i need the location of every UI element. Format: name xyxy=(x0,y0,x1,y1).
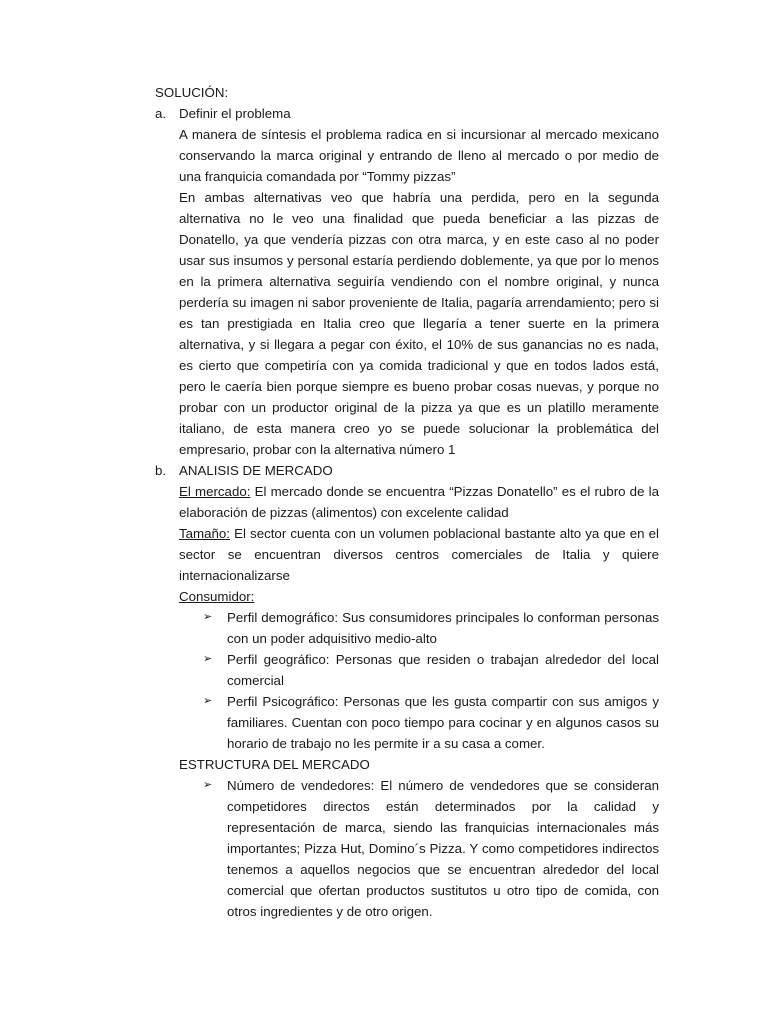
bullet-text: Perfil Psicográfico: Personas que les gusta compartir con sus amigos y familiares. Cuentan con poco tiempo para cocinar y en algunos casos su horario de trabajo no les permite ir a su casa a comer. xyxy=(227,694,659,751)
section-a-title: Definir el problema xyxy=(179,106,291,121)
bullet-text: Número de vendedores: El número de vendedores que se consideran competidores directos están determinados por la calidad y representación de marca, siendo las franquicias internacionales más importantes; Pizza Hut, Domino´s Pizza. Y como competidores indirectos tenemos a aquellos negocios que se encuentran alrededor del local comercial que ofertan productos sustitutos u otro tipo de comida, con otros ingredientes y de otro origen. xyxy=(227,778,659,919)
consumidor-bullet-list xyxy=(155,607,659,754)
section-a-header xyxy=(155,103,659,124)
arrow-bullet-icon: ➢ xyxy=(203,695,213,707)
section-a-body xyxy=(155,124,659,460)
tamano-text: El sector cuenta con un volumen poblacional bastante alto ya que en el sector se encuentran diversos centros comerciales de Italia y quiere internacionalizarse xyxy=(179,526,659,583)
list-item xyxy=(203,607,659,649)
section-a-paragraph-2: En ambas alternativas veo que habría una perdida, pero en la segunda alternativa no le veo una finalidad que pueda beneficiar a las pizzas de Donatello, ya que vendería pizzas con otra marca, y en este caso al no poder usar sus insumos y personal estaría perdiendo doblemente, ya que por lo menos en la primera alternativa seguiría vendiendo con el nombre original, y nunca perdería su imagen ni sabor proveniente de Italia, pagaría arrendamiento; pero si es tan prestigiada en Italia creo que llegaría a tener suerte en la primera alternativa, y si llegara a pegar con éxito, el 10% de sus ganancias no es nada, es cierto que competiría con ya comida tradicional y que en todos lados está, pero le caería bien porque siempre es bueno probar cosas nuevas, y porque no probar con un productor original de la pizza ya que es un platillo meramente italiano, de esta manera creo yo se puede solucionar la problemática del empresario, probar con la alternativa número 1 xyxy=(179,190,659,457)
document-body xyxy=(155,82,659,922)
section-a-paragraph-1: A manera de síntesis el problema radica en si incursionar al mercado mexicano conservando la marca original y entrando de lleno al mercado o por medio de una franquicia comandada por “Tommy pizzas” xyxy=(179,127,659,184)
arrow-bullet-icon: ➢ xyxy=(203,611,213,623)
arrow-bullet-icon: ➢ xyxy=(203,653,213,665)
mercado-label: El mercado: xyxy=(179,484,251,499)
mercado-paragraph xyxy=(179,481,659,523)
list-item xyxy=(203,775,659,922)
estructura-header xyxy=(155,754,659,775)
section-a-marker: a. xyxy=(155,106,167,121)
section-b-marker: b. xyxy=(155,463,167,478)
consumidor-paragraph xyxy=(179,586,659,607)
bullet-text: Perfil geográfico: Personas que residen o trabajan alrededor del local comercial xyxy=(227,652,659,688)
tamano-paragraph xyxy=(179,523,659,586)
estructura-bullet-list xyxy=(155,775,659,922)
section-b-title: ANALISIS DE MERCADO xyxy=(179,463,333,478)
arrow-bullet-icon: ➢ xyxy=(203,779,213,791)
estructura-title: ESTRUCTURA DEL MERCADO xyxy=(179,757,370,772)
list-item xyxy=(203,649,659,691)
solution-heading: SOLUCIÓN: xyxy=(155,85,229,100)
tamano-label: Tamaño: xyxy=(179,526,230,541)
consumidor-label: Consumidor: xyxy=(179,589,255,604)
bullet-text: Perfil demográfico: Sus consumidores principales lo conforman personas con un poder adquisitivo medio-alto xyxy=(227,610,659,646)
list-item xyxy=(203,691,659,754)
section-b-body xyxy=(155,481,659,607)
section-b-header xyxy=(155,460,659,481)
mercado-text: El mercado donde se encuentra “Pizzas Donatello” es el rubro de la elaboración de pizzas (alimentos) con excelente calidad xyxy=(179,484,659,520)
